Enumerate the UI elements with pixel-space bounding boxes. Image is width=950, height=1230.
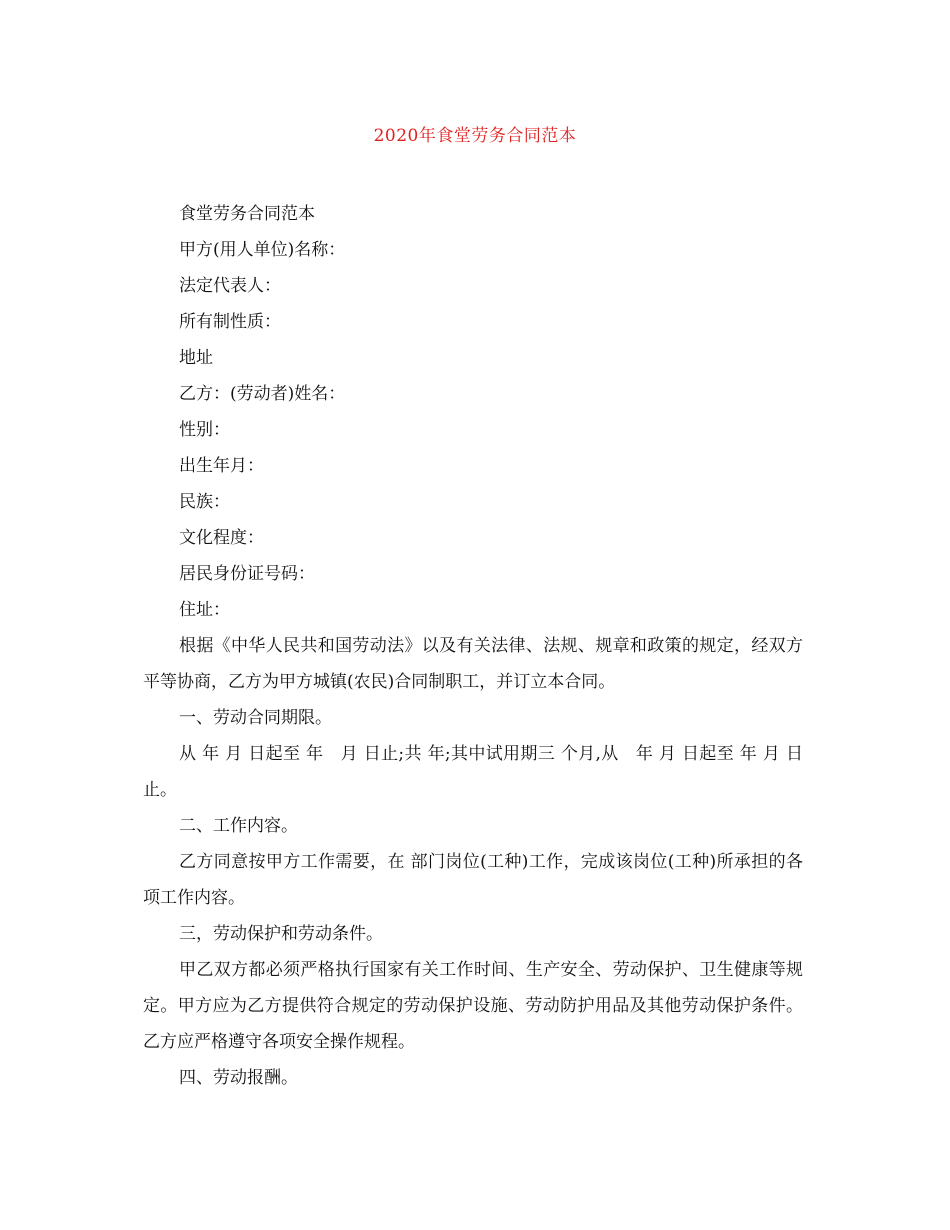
document-title: 2020年食堂劳务合同范本	[373, 126, 577, 146]
doc-line-legal-representative: 法定代表人：	[179, 276, 281, 296]
doc-paragraph-contract-term: 从 年 月 日起至 年 月 日止;共 年;其中试用期三 个月,从 年 月 日起至 年 月 日止。	[143, 744, 803, 800]
doc-heading-labor-protection: 三，劳动保护和劳动条件。	[179, 924, 383, 944]
doc-line-party-a-name: 甲方(用人单位)名称：	[179, 240, 346, 260]
doc-heading-remuneration: 四、劳动报酬。	[179, 1068, 298, 1088]
doc-paragraph-preamble: 根据《中华人民共和国劳动法》以及有关法律、法规、规章和政策的规定，经双方平等协商，乙方为甲方城镇(农民)合同制职工，并订立本合同。	[143, 636, 803, 692]
doc-heading-contract-term: 一、劳动合同期限。	[179, 708, 332, 728]
doc-line-residence: 住址：	[179, 600, 230, 620]
doc-paragraph-work-content: 乙方同意按甲方工作需要，在 部门岗位(工种)工作，完成该岗位(工种)所承担的各项工作内容。	[143, 852, 803, 908]
doc-line-ethnicity: 民族：	[179, 492, 230, 512]
document-body	[143, 196, 803, 1096]
doc-line-gender: 性别：	[179, 420, 230, 440]
doc-line-education: 文化程度：	[179, 528, 264, 548]
doc-paragraph-labor-protection: 甲乙双方都必须严格执行国家有关工作时间、生产安全、劳动保护、卫生健康等规定。甲方应为乙方提供符合规定的劳动保护设施、劳动防护用品及其他劳动保护条件。乙方应严格遵守各项安全操作规程。	[143, 960, 803, 1052]
doc-line-ownership-type: 所有制性质：	[179, 312, 281, 332]
doc-line-birth-date: 出生年月：	[179, 456, 264, 476]
doc-heading-work-content: 二、工作内容。	[179, 816, 298, 836]
doc-line-party-b-name: 乙方：(劳动者)姓名：	[179, 384, 346, 404]
doc-line-contract-name: 食堂劳务合同范本	[179, 204, 315, 224]
doc-line-address: 地址	[179, 348, 213, 368]
doc-line-id-number: 居民身份证号码：	[179, 564, 315, 584]
